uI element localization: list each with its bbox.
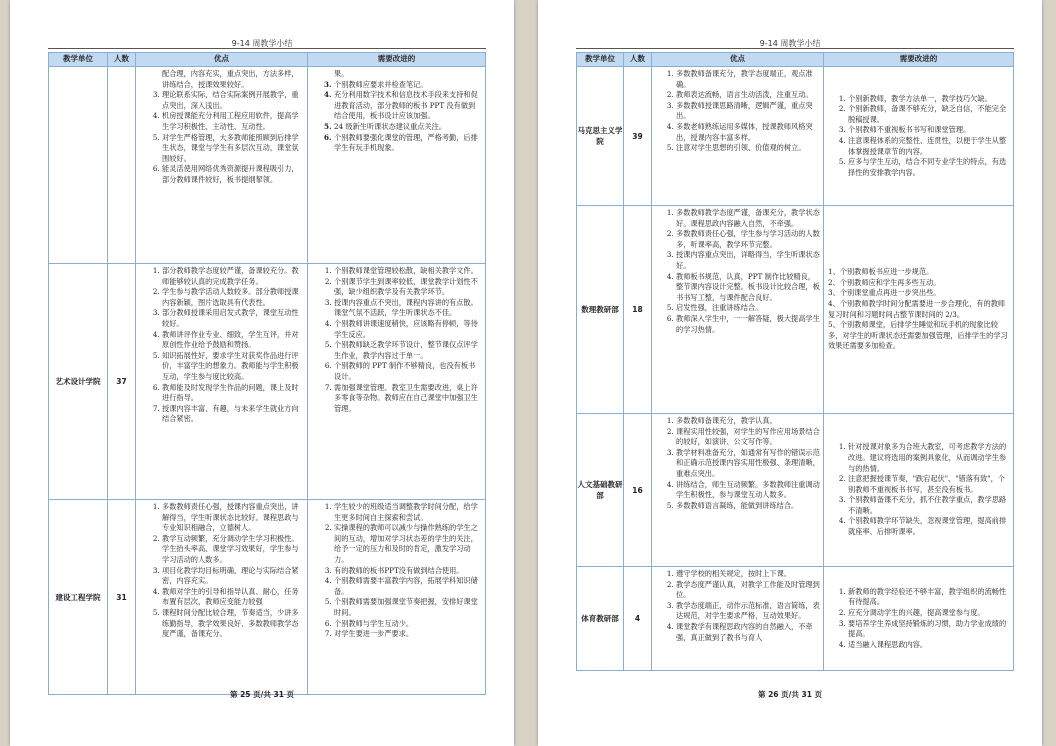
list-item: 4. 教师对学生的引导和指导认真、耐心，任务布置有层次，教师应变能力较强 [162, 587, 304, 608]
table-row [49, 264, 486, 500]
list-item: 果。 [334, 69, 349, 78]
list-item: 3. 授课内容重点不突出，课程内容讲的有点散。课堂气氛不活跃，学生听课状态不佳。 [334, 298, 482, 319]
col-header-unit: 教学单位 [577, 53, 624, 67]
list-item: 2. 教学态度严谨认真，对教学工作能及时管理到位。 [676, 580, 820, 601]
list-item: 3. 有的教师的板书PPT没有做到结合使用。 [334, 566, 482, 577]
teacher-count: 16 [624, 414, 652, 567]
list-item: 5、个别教师课堂，后排学生睡觉和玩手机的现象比较多，对学生的听课状态还需要加强管理，后排学生的学习效果还需要多加检查。 [828, 320, 1008, 351]
list-item: 2. 多数教师责任心强，学生参与学习活动的人数多，听课率高，教学环节完整。 [676, 229, 820, 250]
col-header-pros: 优点 [136, 53, 308, 67]
teacher-count: 37 [108, 264, 136, 500]
page-header-title: 9-14 周教学小结 [759, 39, 821, 48]
list-item: 2. 教学互动频繁，充分调动学生学习积极性。学生抬头率高、课堂学习效果好，学生参与学习活动的人数多。 [162, 534, 304, 566]
list-item: 5. 个别教师缺乏教学环节设计，整节课仅点评学生作业，教学内容过于单一。 [334, 340, 482, 361]
list-item: 7. 对学生要进一步严要求。 [334, 629, 482, 640]
unit-name: 马克思主义学院 [577, 67, 624, 206]
list-item: 3. 理论联系实际，结合实际案例开展教学，重点突出，深入浅出。 [162, 90, 304, 111]
list-item: 1. 学生较少的班级适当调整教学时间分配，给学生更多时间自主探索和尝试。 [334, 502, 482, 523]
list-item: 4. 机房授课能充分利用工程应用软件，提高学生学习积极性、主动性、互动性。 [162, 111, 304, 132]
table-row [49, 500, 486, 695]
pros-cell [136, 500, 308, 695]
list-item: 4. 多数老师熟练运用多媒体，授课教师风格突出，授课内容丰富多样。 [676, 122, 820, 143]
list-item: 6. 个别教师与学生互动少。 [334, 619, 482, 630]
list-item: 4. 个别教师需要丰富教学内容，拓展学科知识储备。 [334, 576, 482, 597]
list-item: 3. 多数教师授课思路清晰，逻辑严谨，重点突出。 [676, 101, 820, 122]
col-header-improve: 需要改进的 [824, 53, 1014, 67]
unit-name [49, 67, 108, 264]
list-item: 3. 要培养学生养成坚持锻炼的习惯，助力学业成绩的提高。 [848, 619, 1010, 640]
header-rule [576, 48, 1014, 49]
list-item: 2. 注意把握授课节奏，"跌宕起伏"、"错落有致"，个别教师不重视板书书写，甚至没有板书。 [848, 474, 1010, 495]
teacher-count: 18 [624, 206, 652, 414]
list-item: 1. 新教师的教学经验还不够丰富，教学组织的流畅性有待提高。 [848, 587, 1010, 608]
list-item: 5. 对学生严格管理，大多教师能照顾到后排学生状态，课堂与学生有多层次互动，课堂氛围较好。 [162, 133, 304, 165]
list-item: 1. 个别新教师，教学方法单一，教学技巧欠缺。 [848, 94, 1010, 105]
list-item: 2. 个别课节学生到课率较低，课堂教学计划性不强，缺少组织教学及有关教学环节。 [334, 277, 482, 298]
list-item: 1. 多数教师备课充分，教学态度端正，观点准确。 [676, 69, 820, 90]
list-item: 3. 教学态度端正，动作示范标准，语言简练，表达规范，对学生要求严格，互动效果好。 [676, 601, 820, 622]
list-item: 2. 学生参与教学活动人数较多。部分教师授课内容新颖，图片选取具有代表性。 [162, 287, 304, 308]
summary-table-right [576, 52, 1014, 671]
list-item: 5. 多数教师语言凝练，能做到讲练结合。 [676, 501, 820, 512]
list-item: 5. 启发性强，注重讲练结合。 [676, 303, 820, 314]
list-item: 4. 个别教师教学环节缺失，忽视课堂管理，提高前排就座率、后排听课率。 [848, 516, 1010, 537]
table-header-row [577, 53, 1014, 67]
list-item: 7. 需加强课堂管理。教室卫生需要改进，桌上许多零食等杂物。教师应在自己课堂中加强卫生管理。 [334, 383, 482, 415]
teacher-count: 39 [624, 67, 652, 206]
teacher-count [108, 67, 136, 264]
list-item: 3. 个别教师备课不充分，抓不住教学重点，教学思路不清晰。 [848, 495, 1010, 516]
page-footer: 第 26 页/共 31 页 [757, 690, 823, 699]
list-item: 2. 个别新教师，备课不够充分，缺乏自信，不能完全脱稿授课。 [848, 104, 1010, 125]
unit-name: 体育教研部 [577, 567, 624, 671]
list-item: 4. 个别教师讲课速度稍快，应该略有停顿，等待学生反应。 [334, 319, 482, 340]
list-item: 1. 针对授课对象多为合班大教室，可考虑教学方法的改进。建议将选用的案例具象化，从而调动学生参与的热情。 [848, 442, 1010, 474]
improve-cell [824, 414, 1014, 567]
list-item: 6. 个别教师的 PPT 制作不够精良，也没有板书设计。 [334, 361, 482, 382]
table-row [49, 67, 486, 264]
unit-name: 人文基础教研部 [577, 414, 624, 567]
page-footer: 第 25 页/共 31 页 [229, 690, 295, 699]
table-row [577, 206, 1014, 414]
list-item: 1. 部分教师教学态度较严谨，备课较充分。教师能够较认真的完成教学任务。 [162, 266, 304, 287]
table-row [577, 67, 1014, 206]
document-page-left [10, 0, 514, 746]
list-item: 1. 遵守学校的相关规定，按时上下课。 [676, 569, 820, 580]
list-item: 5. 个别教师需要加强课堂节奏把握，安排好课堂时间。 [334, 597, 482, 618]
teacher-count: 31 [108, 500, 136, 695]
document-page-right [538, 0, 1042, 746]
improve-cell [824, 206, 1014, 414]
list-item: 1、个别教师板书应进一步规范。 [828, 267, 934, 277]
table-row [577, 414, 1014, 567]
improve-cell [824, 567, 1014, 671]
list-item: 4. 课堂教学有课程思政内容的自然融入，不牵强，真正做到了教书与育人 [676, 622, 820, 643]
list-item: 4. 讲练结合，师生互动频繁。多数教师注重调动学生积极性，参与课堂互动人数多。 [676, 480, 820, 501]
list-item: 2. 课程实用性较强，对学生的写作应用场景结合的较好，如演讲、公文写作等。 [676, 427, 820, 448]
page-header-title: 9-14 周教学小结 [231, 39, 293, 48]
unit-name: 数理教研部 [577, 206, 624, 414]
improve-cell [308, 264, 486, 500]
list-item: 4、个别教师教学时间分配需要进一步合理化，有的教师复习时间和习题时间占整节课时间的 2/3。 [828, 298, 1006, 319]
list-item: 3. 授课内容重点突出，详略得当，学生听课状态好。 [676, 250, 820, 271]
list-item: 3. 项目化教学均目标明确，理论与实际结合紧密，内容充实。 [162, 566, 304, 587]
list-item: 4. 注意课程体系的完整性、连贯性，以便于学生从整体掌握授课章节的内容。 [848, 136, 1010, 157]
col-header-count: 人数 [108, 53, 136, 67]
list-item: 6. 教师深入学生中，一一解答疑，极大提高学生的学习热情。 [676, 314, 820, 335]
improve-cell [308, 67, 486, 264]
list-item: 3. 教学材料准备充分，如通常有写作的错误示范和正确示范授课内容实用性极强、条理清晰，重难点突出。 [676, 448, 820, 480]
list-item: 配合理，内容充实，重点突出，方法多样，讲练结合，授课效果较好。 [162, 69, 299, 89]
list-item: 4. 充分利用数字技术和信息技术手段来支持和促进教育活动，部分教师的板书 PPT 没有做到结合使用，板书设计应该加强。 [334, 90, 482, 122]
list-item: 6. 个别教师要强化课堂的管理，严格考勤，后排学生有玩手机现象。 [334, 133, 482, 154]
list-item: 1. 个别教师课堂管理较松散，缺相关教学文件。 [334, 266, 482, 277]
table-row [577, 567, 1014, 671]
unit-name: 艺术设计学院 [49, 264, 108, 500]
header-rule [48, 48, 486, 49]
list-item: 2、个别教师应和学生再多些互动。 [828, 277, 941, 287]
teacher-count: 4 [624, 567, 652, 671]
list-item: 5. 注意对学生思想的引领、价值观的树立。 [676, 143, 820, 154]
list-item: 1. 多数教师备课充分，教学认真。 [676, 416, 820, 427]
list-item: 5. 课程时间分配比较合理，节奏适当，少讲多练勤指导，教学效果良好、多数教师教学态度严谨，备课充分。 [162, 608, 304, 640]
list-item: 2. 应充分调动学生的兴趣，提高课堂参与度。 [848, 608, 1010, 619]
list-item: 4. 适当融入课程思政内容。 [848, 640, 1010, 651]
list-item: 5. 知识拓展性好，要求学生对获奖作品进行评价，丰富学生的想象力。教师能与学生积极互动，学生参与度比较高。 [162, 351, 304, 383]
list-item: 4. 教师讲评作业专业、细致，学生互评，并对原创性作业给予鼓励和赞扬。 [162, 330, 304, 351]
list-item: 3. 个别教师应要求并检查笔记。 [334, 80, 482, 91]
list-item: 2. 实操课程的教师可以减少与操作熟练的学生之间的互动，增加对学习状态差的学生的关注，给予一定的压力和及时的肯定，激发学习动力。 [334, 523, 482, 565]
list-item: 1. 多数教师教学态度严谨，备课充分，教学状态好。课程思政内容融入自然，不牵强。 [676, 208, 820, 229]
summary-table-left [48, 52, 486, 695]
list-item: 3. 部分教师授课采用启发式教学，课堂互动性较好。 [162, 308, 304, 329]
col-header-pros: 优点 [652, 53, 824, 67]
list-item: 5. 应多与学生互动，结合不同专业学生的特点，有选择性的安排教学内容。 [848, 157, 1010, 178]
list-item: 3、个别课堂重点再进一步突出些。 [828, 288, 941, 298]
pros-cell [652, 206, 824, 414]
pros-cell [136, 264, 308, 500]
list-item: 4. 教师板书规范，认真，PPT 制作比较精良，整节课内容设计完整。板书设计比较合理，板书书写工整，与课件配合良好。 [676, 272, 820, 304]
list-item: 3. 个别教师不重视板书书写和课堂管理。 [848, 125, 1010, 136]
list-item: 2. 教师表达流畅，语言生动活泼，注重互动。 [676, 90, 820, 101]
improve-cell [824, 67, 1014, 206]
table-header-row [49, 53, 486, 67]
unit-name: 建设工程学院 [49, 500, 108, 695]
list-item: 5. 24 级新生听课状态建议重点关注。 [334, 122, 482, 133]
pros-cell [652, 67, 824, 206]
pros-cell [136, 67, 308, 264]
pros-cell [652, 567, 824, 671]
list-item: 6. 能灵活使用网络优秀资源提升课程吸引力，部分教师课件较好，板书提纲挈领。 [162, 164, 304, 185]
col-header-unit: 教学单位 [49, 53, 108, 67]
pros-cell [652, 414, 824, 567]
list-item: 1. 多数教师责任心强，授课内容重点突出，讲解得当，学生听课状态比较好。课程思政与专业知识相融合，立德树人。 [162, 502, 304, 534]
col-header-improve: 需要改进的 [308, 53, 486, 67]
list-item: 7. 授课内容丰富、有趣，与未来学生就业方向结合紧密。 [162, 404, 304, 425]
col-header-count: 人数 [624, 53, 652, 67]
improve-cell [308, 500, 486, 695]
list-item: 6. 教师能及时发现学生作品的问题，课上及时进行指导。 [162, 383, 304, 404]
